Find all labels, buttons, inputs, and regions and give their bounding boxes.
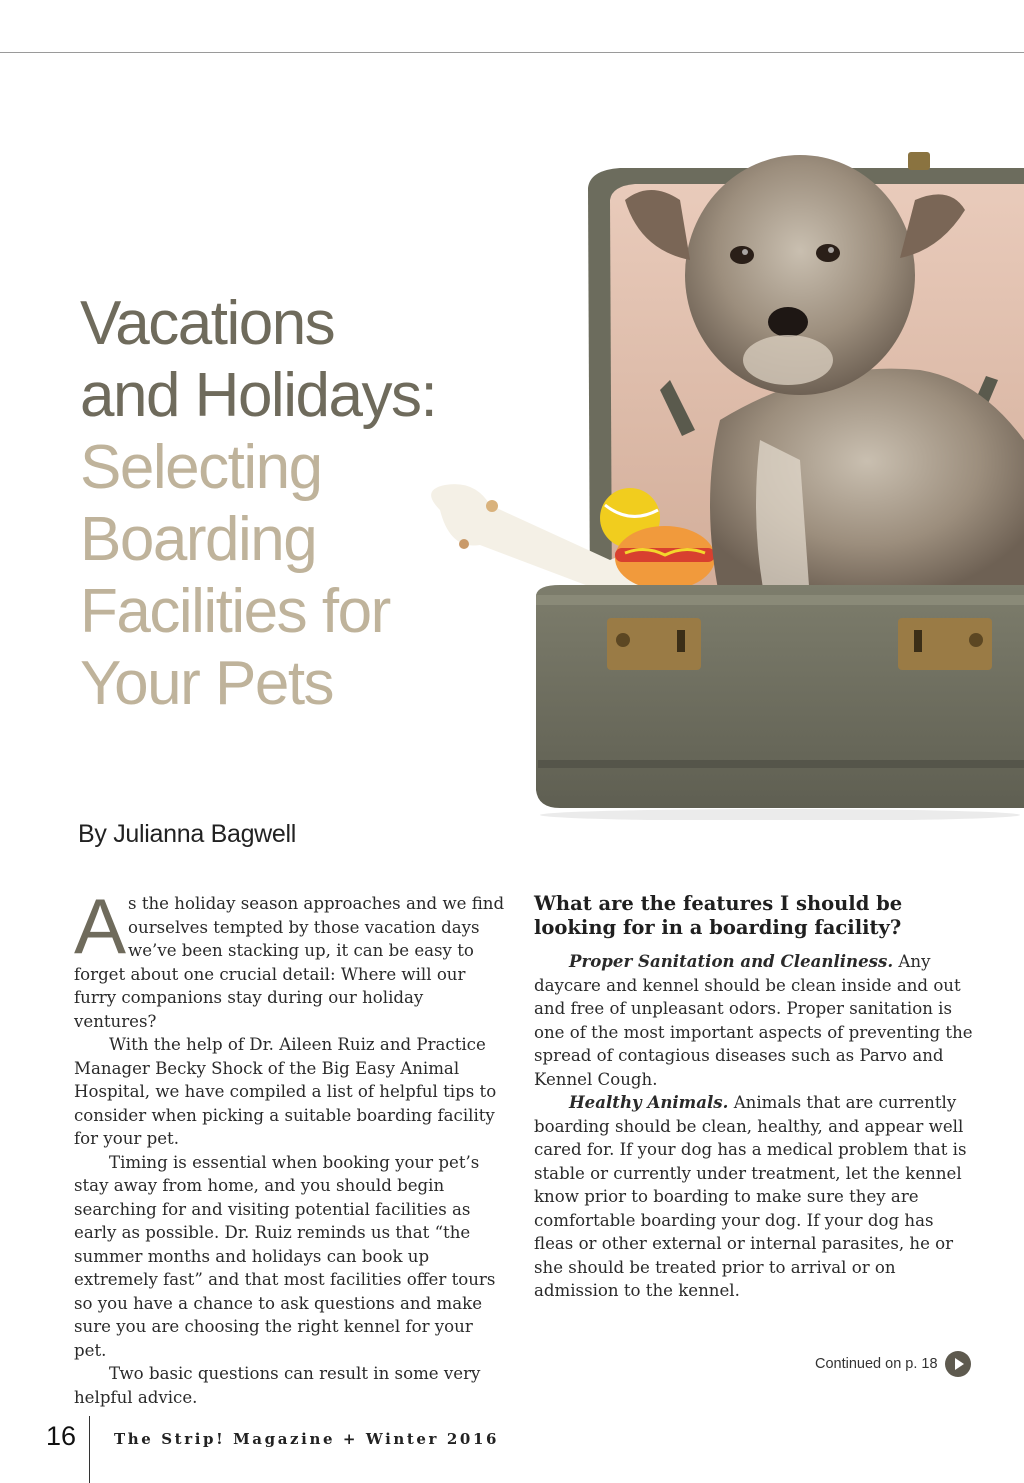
top-rule [0,52,1024,53]
title-line-5: Facilities for [80,577,390,646]
continued-link[interactable] [815,1351,971,1377]
suitcase-base [536,585,1024,820]
title-line-1: Vacations [80,289,335,358]
intro-text: s the holiday season approaches and we find ourselves tempted by those vacation days we’ve been stacking up, it can be easy to forget about one crucial detail: Where will our furry companions stay during our holiday ventures? [74,894,505,1031]
publication-footer: The Strip! Magazine + Winter 2016 [114,1430,500,1448]
healthy-animals-lead: Healthy Animals. [569,1092,729,1112]
title-line-2: and Holidays: [80,361,437,430]
title-line-3: Selecting [80,433,322,502]
sanitation-text: Any daycare and kennel should be clean inside and out and free of unpleasant odors. Proper sanitation is one of the most important aspects of preventing the spread of contagious diseases such as Parvo and Kennel Cough. [534,952,973,1089]
paragraph-timing: Timing is essential when booking your pet’s stay away from home, and you should begin searching for and visiting potential facilities as early as possible. Dr. Ruiz reminds us that “the summer months and holidays can book up extremely fast” and that most facilities offer tours so you have a chance to ask questions and make sure you are choosing the right kennel for your pet. [74,1152,496,1360]
right-column [534,892,974,1303]
paragraph-help: With the help of Dr. Aileen Ruiz and Practice Manager Becky Shock of the Big Easy Animal Hospital, we have compiled a list of helpful tips to consider when picking a suitable boarding facility for your pet. [74,1035,497,1148]
title-line-4: Boarding [80,505,317,574]
continued-label: Continued on p. 18 [815,1356,938,1372]
page-number: 16 [46,1421,77,1451]
paragraph-healthy-animals [534,1091,974,1303]
sanitation-lead: Proper Sanitation and Cleanliness. [569,951,894,971]
dropcap: A [74,882,127,970]
footer-divider [89,1416,90,1483]
intro-paragraph [74,882,510,1033]
arrow-right-icon[interactable] [945,1351,971,1377]
paragraph-questions: Two basic questions can result in some very helpful advice. [74,1364,481,1407]
byline: By Julianna Bagwell [78,820,297,848]
title-line-6: Your Pets [80,649,334,718]
section-subhead: What are the features I should be looking for in a boarding facility? [534,892,903,939]
article-title [80,288,520,720]
healthy-animals-text: Animals that are currently boarding should be clean, healthy, and appear well cared for. If your dog has a medical problem that is stable or currently under treatment, let the kennel know prior to boarding to make sure they are comfortable boarding your dog. If your dog has fleas or other external or internal parasites, he or she should be treated prior to arrival or on admission to the kennel. [534,1093,967,1300]
hotdog-toy [615,526,715,590]
paragraph-sanitation [534,950,974,1091]
left-column [74,882,510,1409]
